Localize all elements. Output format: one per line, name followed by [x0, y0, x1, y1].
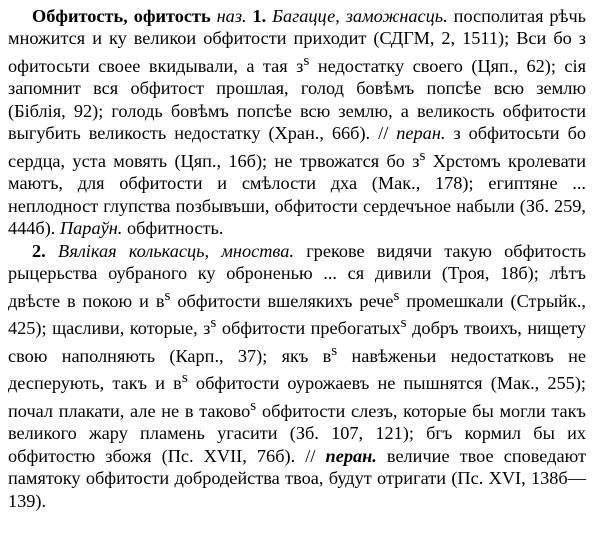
sense-2-sup-d: s	[400, 314, 407, 332]
sense-2-text-i: величие твое споведают памятоку обфитости добродейства твоа, будут отригати (Пс. XVI, 138б—139).	[8, 445, 586, 511]
sense-1-number: 1.	[252, 6, 267, 26]
sense-1-text-c: з обфитосьти бо сердца, уста мовять (Цяп., 16б); не трвожатся бо з	[8, 123, 587, 171]
sense-2-text-a: грекове видячи такую обфитость рыцерьства оубраного ку оброненью ... ся дивили (Троя, 18б); лѣтъ двѣсте в покою и в	[8, 240, 587, 311]
sense-2-text-g: обфитости оурожаевъ не пышнятся (Мак., 255); почал плакати, але не в таково	[8, 373, 586, 421]
sense-2-sup-a: s	[164, 286, 171, 304]
grammar-label: наз.	[216, 6, 247, 26]
sense-2-text-f: навѣженьи недостатковъ не десперують, такъ и в	[8, 345, 586, 394]
sense-2-sup-g: s	[250, 396, 257, 414]
figurative-label-2: перан.	[325, 445, 377, 466]
sense-2-sup-e: s	[331, 341, 338, 359]
sense-2-text-h: обфитости слезъ, которые бы могли такъ великого жару пламень угасити (Зб. 107, 121); бгъ кормил бы их обфитостю збожя (Пс. XVII, 76б).	[8, 400, 586, 466]
sense-2-text-b: обфитости вшелякихъ рече	[177, 290, 394, 311]
sense-1-sup-a: s	[303, 51, 310, 69]
sense-1-text-b: недостатку своего (Цяп., 62); сія запомнит вся обфитост прошлая, голод бовѣмъ попсѣе всю землю (Біблія, 92); голодь бовѣмъ попсѣе всю землю, а великость обфитости выгубить великость недостатку (Хран., 66б).	[8, 56, 587, 144]
sense-2-text-c: промешкали (Стрыйк., 425); щасливи, которые, з	[8, 290, 586, 339]
sense-1-text-d: Хрстомъ кролевати маютъ, для обфитости и смѣлости дха (Мак., 178); египтяне ... неплодност глупства позбывъши, обфитости сердечъное набыли (Зб. 259, 444б).	[8, 150, 586, 239]
compare-label: Параўн.	[59, 218, 123, 239]
figurative-label: перан.	[396, 123, 446, 144]
figurative-marker-2: //	[305, 445, 316, 466]
sense-2-paragraph	[8, 240, 586, 512]
sense-2-text-e: добръ твоихъ, нищету свою наполняють (Карп., 37); якъ в	[8, 318, 587, 366]
sense-2-sup-b: s	[393, 286, 400, 304]
sense-2-sup-c: s	[210, 314, 217, 332]
figurative-marker: //	[378, 123, 389, 144]
compare-word: обфитность.	[126, 218, 224, 239]
sense-1-text-a: посполитая рѣчь множится и ку великои обфитости приходит (СДГМ, 2, 1511); Вси бо з офитосьти своее вкидывали, а тая з	[8, 6, 587, 76]
sense-2-sup-f: s	[181, 369, 188, 387]
sense-1-sup-c: s	[419, 146, 426, 164]
headword: Обфитость, офитость	[32, 6, 211, 26]
sense-2-number: 2.	[32, 240, 46, 261]
sense-2-text-d: обфитости пребогатых	[221, 318, 401, 339]
sense-2-gloss: Вялікая колькасць, мноства.	[57, 240, 294, 261]
sense-1-paragraph	[8, 5, 586, 240]
sense-1-gloss: Багацце, заможнасць.	[272, 6, 448, 26]
